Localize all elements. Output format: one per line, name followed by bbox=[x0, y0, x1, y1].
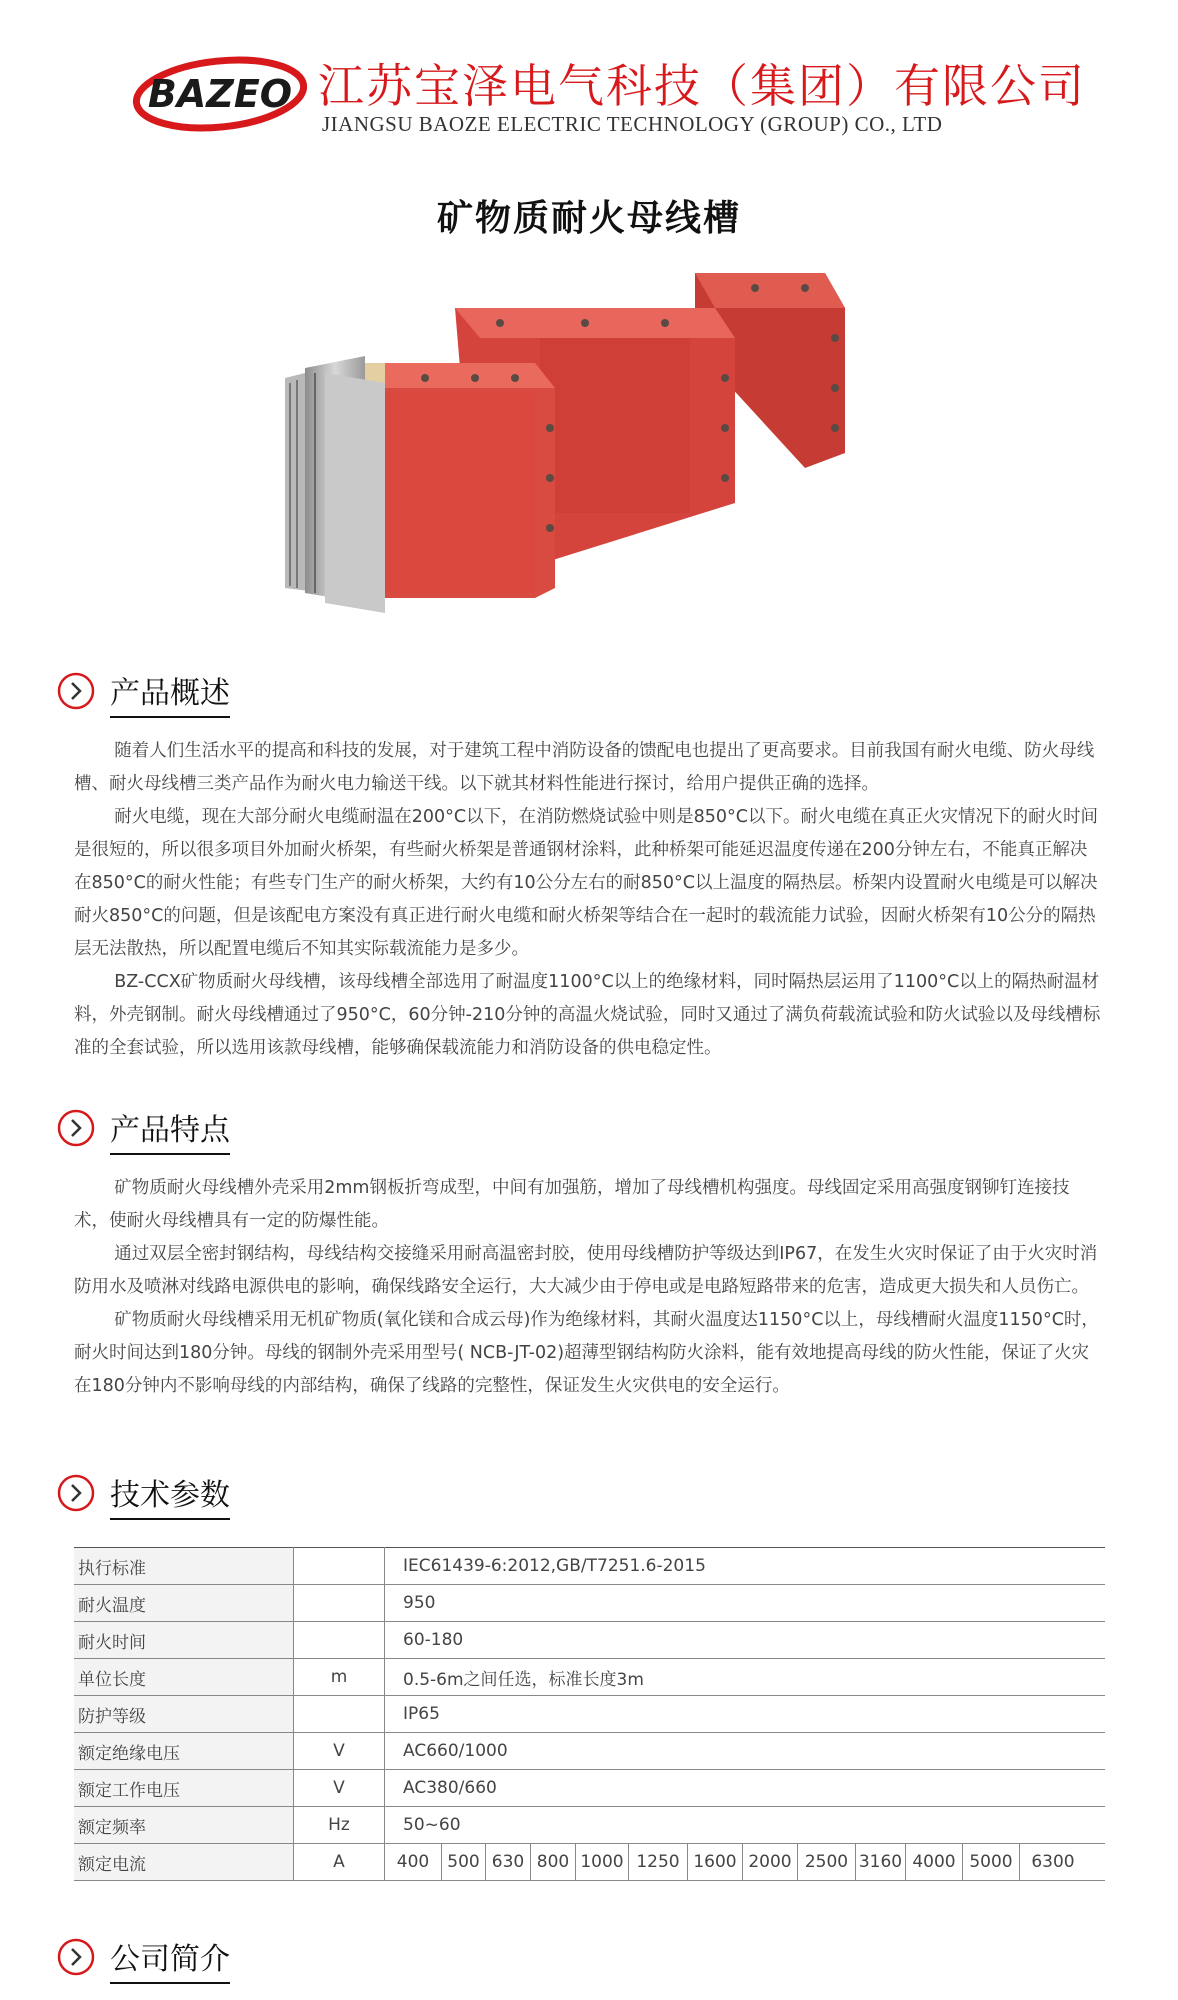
spec-value: IP65 bbox=[385, 1696, 1106, 1733]
section-title-specs: 技术参数 bbox=[110, 1470, 230, 1520]
spec-label: 单位长度 bbox=[74, 1659, 294, 1696]
logo-wordmark: BAZEO bbox=[147, 72, 293, 116]
current-value: 4000 bbox=[906, 1844, 963, 1880]
current-value: 500 bbox=[442, 1844, 486, 1880]
spec-label: 额定频率 bbox=[74, 1807, 294, 1844]
spec-unit bbox=[294, 1585, 385, 1622]
spec-unit bbox=[294, 1622, 385, 1659]
table-row-current bbox=[74, 1844, 1105, 1881]
spec-value: 950 bbox=[385, 1585, 1106, 1622]
spec-unit: Hz bbox=[294, 1807, 385, 1844]
overview-paragraph: 随着人们生活水平的提高和科技的发展，对于建筑工程中消防设备的馈配电也提出了更高要求。目前我国有耐火电缆、防火母线槽、耐火母线槽三类产品作为耐火电力输送干线。以下就其材料性能进行探讨，给用户提供正确的选择。 bbox=[74, 741, 1095, 794]
current-value: 3160 bbox=[856, 1844, 906, 1880]
spec-unit: V bbox=[294, 1733, 385, 1770]
table-row bbox=[74, 1622, 1105, 1659]
page-header bbox=[0, 0, 1178, 160]
overview-paragraph: BZ-CCX矿物质耐火母线槽，该母线槽全部选用了耐温度1100°C以上的绝缘材料，同时隔热层运用了1100°C以上的隔热耐温材料，外壳钢制。耐火母线槽通过了950°C，60分钟-210分钟的高温火烧试验，同时又通过了满负荷载流试验和防火试验以及母线槽标准的全套试验，所以选用该款母线槽，能够确保载流能力和消防设备的供电稳定性。 bbox=[74, 972, 1101, 1058]
table-row bbox=[74, 1548, 1105, 1585]
current-value: 1250 bbox=[629, 1844, 688, 1880]
features-body bbox=[74, 1172, 1104, 1403]
table-row bbox=[74, 1585, 1105, 1622]
company-name-cn: 江苏宝泽电气科技（集团）有限公司 bbox=[318, 59, 1086, 113]
spec-table bbox=[74, 1547, 1105, 1881]
spec-value: 60-180 bbox=[385, 1622, 1106, 1659]
spec-label: 耐火时间 bbox=[74, 1622, 294, 1659]
section-title-features: 产品特点 bbox=[110, 1105, 230, 1155]
features-paragraph: 矿物质耐火母线槽采用无机矿物质(氧化镁和合成云母)作为绝缘材料，其耐火温度达1150°C以上，母线槽耐火温度1150°C时，耐火时间达到180分钟。母线的钢制外壳采用型号( NCB-JT-02)超薄型钢结构防火涂料，能有效地提高母线的防火性能，保证了火灾在180分钟内不影响母线的内部结构，确保了线路的完整性，保证发生火灾供电的安全运行。 bbox=[74, 1310, 1099, 1396]
section-title-overview: 产品概述 bbox=[110, 668, 230, 718]
spec-value: 50~60 bbox=[385, 1807, 1106, 1844]
spec-label: 耐火温度 bbox=[74, 1585, 294, 1622]
spec-unit: V bbox=[294, 1770, 385, 1807]
current-value: 2500 bbox=[798, 1844, 856, 1880]
section-title-company: 公司简介 bbox=[110, 1934, 230, 1984]
spec-value: IEC61439-6:2012,GB/T7251.6-2015 bbox=[385, 1548, 1106, 1585]
table-row bbox=[74, 1770, 1105, 1807]
features-paragraph: 矿物质耐火母线槽外壳采用2mm钢板折弯成型，中间有加强筋，增加了母线槽机构强度。母线固定采用高强度钢铆钉连接技术，使耐火母线槽具有一定的防爆性能。 bbox=[74, 1178, 1070, 1231]
chevron-right-circle-icon bbox=[56, 1108, 96, 1148]
features-paragraph: 通过双层全密封钢结构，母线结构交接缝采用耐高温密封胶，使用母线槽防护等级达到IP67，在发生火灾时保证了由于火灾时消防用水及喷淋对线路电源供电的影响，确保线路安全运行，大大减少由于停电或是电路短路带来的危害，造成更大损失和人员伤亡。 bbox=[74, 1244, 1098, 1297]
company-name-en: JIANGSU BAOZE ELECTRIC TECHNOLOGY (GROUP) CO., LTD bbox=[322, 112, 943, 136]
current-value: 1600 bbox=[688, 1844, 743, 1880]
spec-label: 执行标准 bbox=[74, 1548, 294, 1585]
product-title: 矿物质耐火母线槽 bbox=[436, 198, 741, 239]
overview-body bbox=[74, 735, 1104, 1065]
current-value: 400 bbox=[385, 1844, 442, 1880]
spec-label: 防护等级 bbox=[74, 1696, 294, 1733]
spec-value: AC660/1000 bbox=[385, 1733, 1106, 1770]
current-value: 2000 bbox=[743, 1844, 798, 1880]
current-value: 5000 bbox=[963, 1844, 1020, 1880]
table-row bbox=[74, 1659, 1105, 1696]
spec-unit: A bbox=[294, 1844, 385, 1881]
current-value: 1000 bbox=[576, 1844, 629, 1880]
company-logo bbox=[132, 52, 307, 132]
current-values bbox=[385, 1844, 1105, 1880]
spec-unit bbox=[294, 1696, 385, 1733]
spec-unit bbox=[294, 1548, 385, 1585]
spec-label: 额定电流 bbox=[74, 1844, 294, 1881]
overview-paragraph: 耐火电缆，现在大部分耐火电缆耐温在200°C以下，在消防燃烧试验中则是850°C以下。耐火电缆在真正火灾情况下的耐火时间是很短的，所以很多项目外加耐火桥架，有些耐火桥架是普通钢材涂料，此种桥架可能延迟温度传递在200分钟左右，不能真正解决在850°C的耐火性能；有些专门生产的耐火桥架，大约有10公分左右的耐850°C以上温度的隔热层。桥架内设置耐火电缆是可以解决耐火850°C的问题，但是该配电方案没有真正进行耐火电缆和耐火桥架等结合在一起时的载流能力试验，因耐火桥架有10公分的隔热层无法散热，所以配置电缆后不知其实际载流能力是多少。 bbox=[74, 807, 1098, 959]
spec-value: 0.5-6m之间任选，标准长度3m bbox=[385, 1659, 1106, 1696]
chevron-right-circle-icon bbox=[56, 1937, 96, 1977]
product-image-busway bbox=[285, 268, 885, 658]
current-value: 630 bbox=[486, 1844, 531, 1880]
spec-unit: m bbox=[294, 1659, 385, 1696]
table-row bbox=[74, 1733, 1105, 1770]
table-row bbox=[74, 1696, 1105, 1733]
spec-value: AC380/660 bbox=[385, 1770, 1106, 1807]
current-value: 800 bbox=[531, 1844, 576, 1880]
chevron-right-circle-icon bbox=[56, 1473, 96, 1513]
current-value: 6300 bbox=[1031, 1852, 1075, 1872]
table-row bbox=[74, 1807, 1105, 1844]
spec-label: 额定工作电压 bbox=[74, 1770, 294, 1807]
chevron-right-circle-icon bbox=[56, 671, 96, 711]
current-values-cell bbox=[385, 1844, 1106, 1881]
spec-label: 额定绝缘电压 bbox=[74, 1733, 294, 1770]
